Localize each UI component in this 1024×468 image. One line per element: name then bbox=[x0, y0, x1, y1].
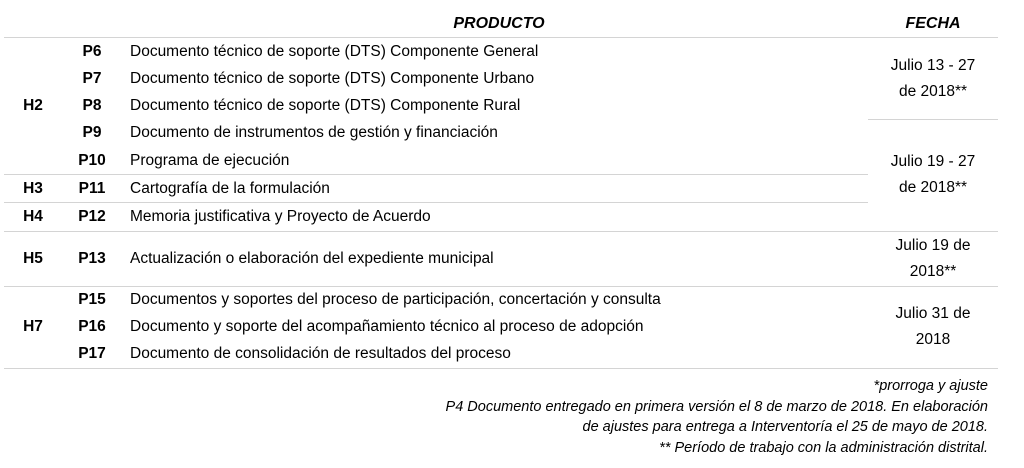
product-description: Documento técnico de soporte (DTS) Componente Rural bbox=[130, 97, 521, 115]
table-row bbox=[4, 175, 998, 203]
fecha-line: Julio 31 de bbox=[895, 305, 971, 323]
product-code: P15 bbox=[62, 286, 122, 314]
hito-cell: H4 bbox=[4, 203, 62, 231]
table-row bbox=[4, 38, 998, 66]
fecha-cell bbox=[868, 286, 998, 369]
fecha-cell bbox=[868, 231, 998, 286]
hito-cell: H5 bbox=[4, 231, 62, 286]
product-code: P8 bbox=[82, 97, 102, 115]
product-description: Documento técnico de soporte (DTS) Componente General bbox=[130, 42, 539, 60]
hito-cell: H3 bbox=[4, 175, 62, 203]
header-producto: PRODUCTO bbox=[122, 10, 868, 38]
footnote-line: *prorroga y ajuste bbox=[873, 378, 988, 394]
product-code: P12 bbox=[62, 203, 122, 231]
fecha-line: de 2018** bbox=[898, 179, 968, 197]
hito-cell: H7 bbox=[4, 286, 62, 369]
product-code: P11 bbox=[62, 175, 122, 203]
hito-cell: H2 bbox=[23, 97, 43, 115]
product-code: P6 bbox=[82, 42, 102, 60]
table-header-row bbox=[4, 10, 998, 38]
fecha-line: 2018 bbox=[915, 331, 951, 349]
product-description: Documento y soporte del acompañamiento técnico al proceso de adopción bbox=[130, 318, 644, 336]
product-description: Actualización o elaboración del expediente municipal bbox=[122, 231, 868, 286]
table-row bbox=[4, 65, 998, 92]
table-row bbox=[4, 203, 998, 231]
header-blank-p bbox=[62, 10, 122, 38]
product-description: Documento de consolidación de resultados del proceso bbox=[122, 341, 868, 369]
product-code: P7 bbox=[82, 69, 102, 87]
product-code: P16 bbox=[78, 318, 106, 336]
fecha-line: Julio 19 de bbox=[895, 236, 971, 254]
product-code: P10 bbox=[78, 151, 106, 169]
table-row bbox=[4, 286, 998, 314]
footnote-line: ** Período de trabajo con la administración distrital. bbox=[659, 439, 988, 456]
product-code: P9 bbox=[82, 124, 102, 142]
fecha-cell bbox=[868, 120, 998, 231]
product-code: P13 bbox=[62, 231, 122, 286]
fecha-line: Julio 13 - 27 bbox=[890, 56, 976, 74]
product-code: P17 bbox=[62, 341, 122, 369]
fecha-line: 2018** bbox=[909, 262, 957, 280]
footnote-line: de ajustes para entrega a Interventoría el 25 de mayo de 2018. bbox=[582, 419, 988, 435]
fecha-line: Julio 19 - 27 bbox=[890, 153, 976, 171]
product-description: Documentos y soportes del proceso de participación, concertación y consulta bbox=[122, 286, 868, 314]
table-row bbox=[4, 314, 998, 341]
product-description: Documento de instrumentos de gestión y financiación bbox=[130, 124, 498, 142]
table-row bbox=[4, 147, 998, 175]
table-row bbox=[4, 120, 998, 147]
footnotes bbox=[446, 376, 988, 458]
table-row bbox=[4, 93, 998, 120]
table-row bbox=[4, 341, 998, 369]
product-description: Cartografía de la formulación bbox=[122, 175, 868, 203]
product-description: Documento técnico de soporte (DTS) Componente Urbano bbox=[130, 69, 535, 87]
table-row bbox=[4, 231, 998, 286]
header-blank-h bbox=[4, 10, 62, 38]
product-description: Memoria justificativa y Proyecto de Acuerdo bbox=[122, 203, 868, 231]
fecha-line: de 2018** bbox=[898, 82, 968, 100]
product-description: Programa de ejecución bbox=[130, 151, 290, 169]
header-fecha: FECHA bbox=[868, 10, 998, 38]
product-schedule-table bbox=[4, 10, 998, 369]
fecha-cell bbox=[868, 38, 998, 120]
footnote-line: P4 Documento entregado en primera versión el 8 de marzo de 2018. En elaboración bbox=[445, 398, 988, 415]
